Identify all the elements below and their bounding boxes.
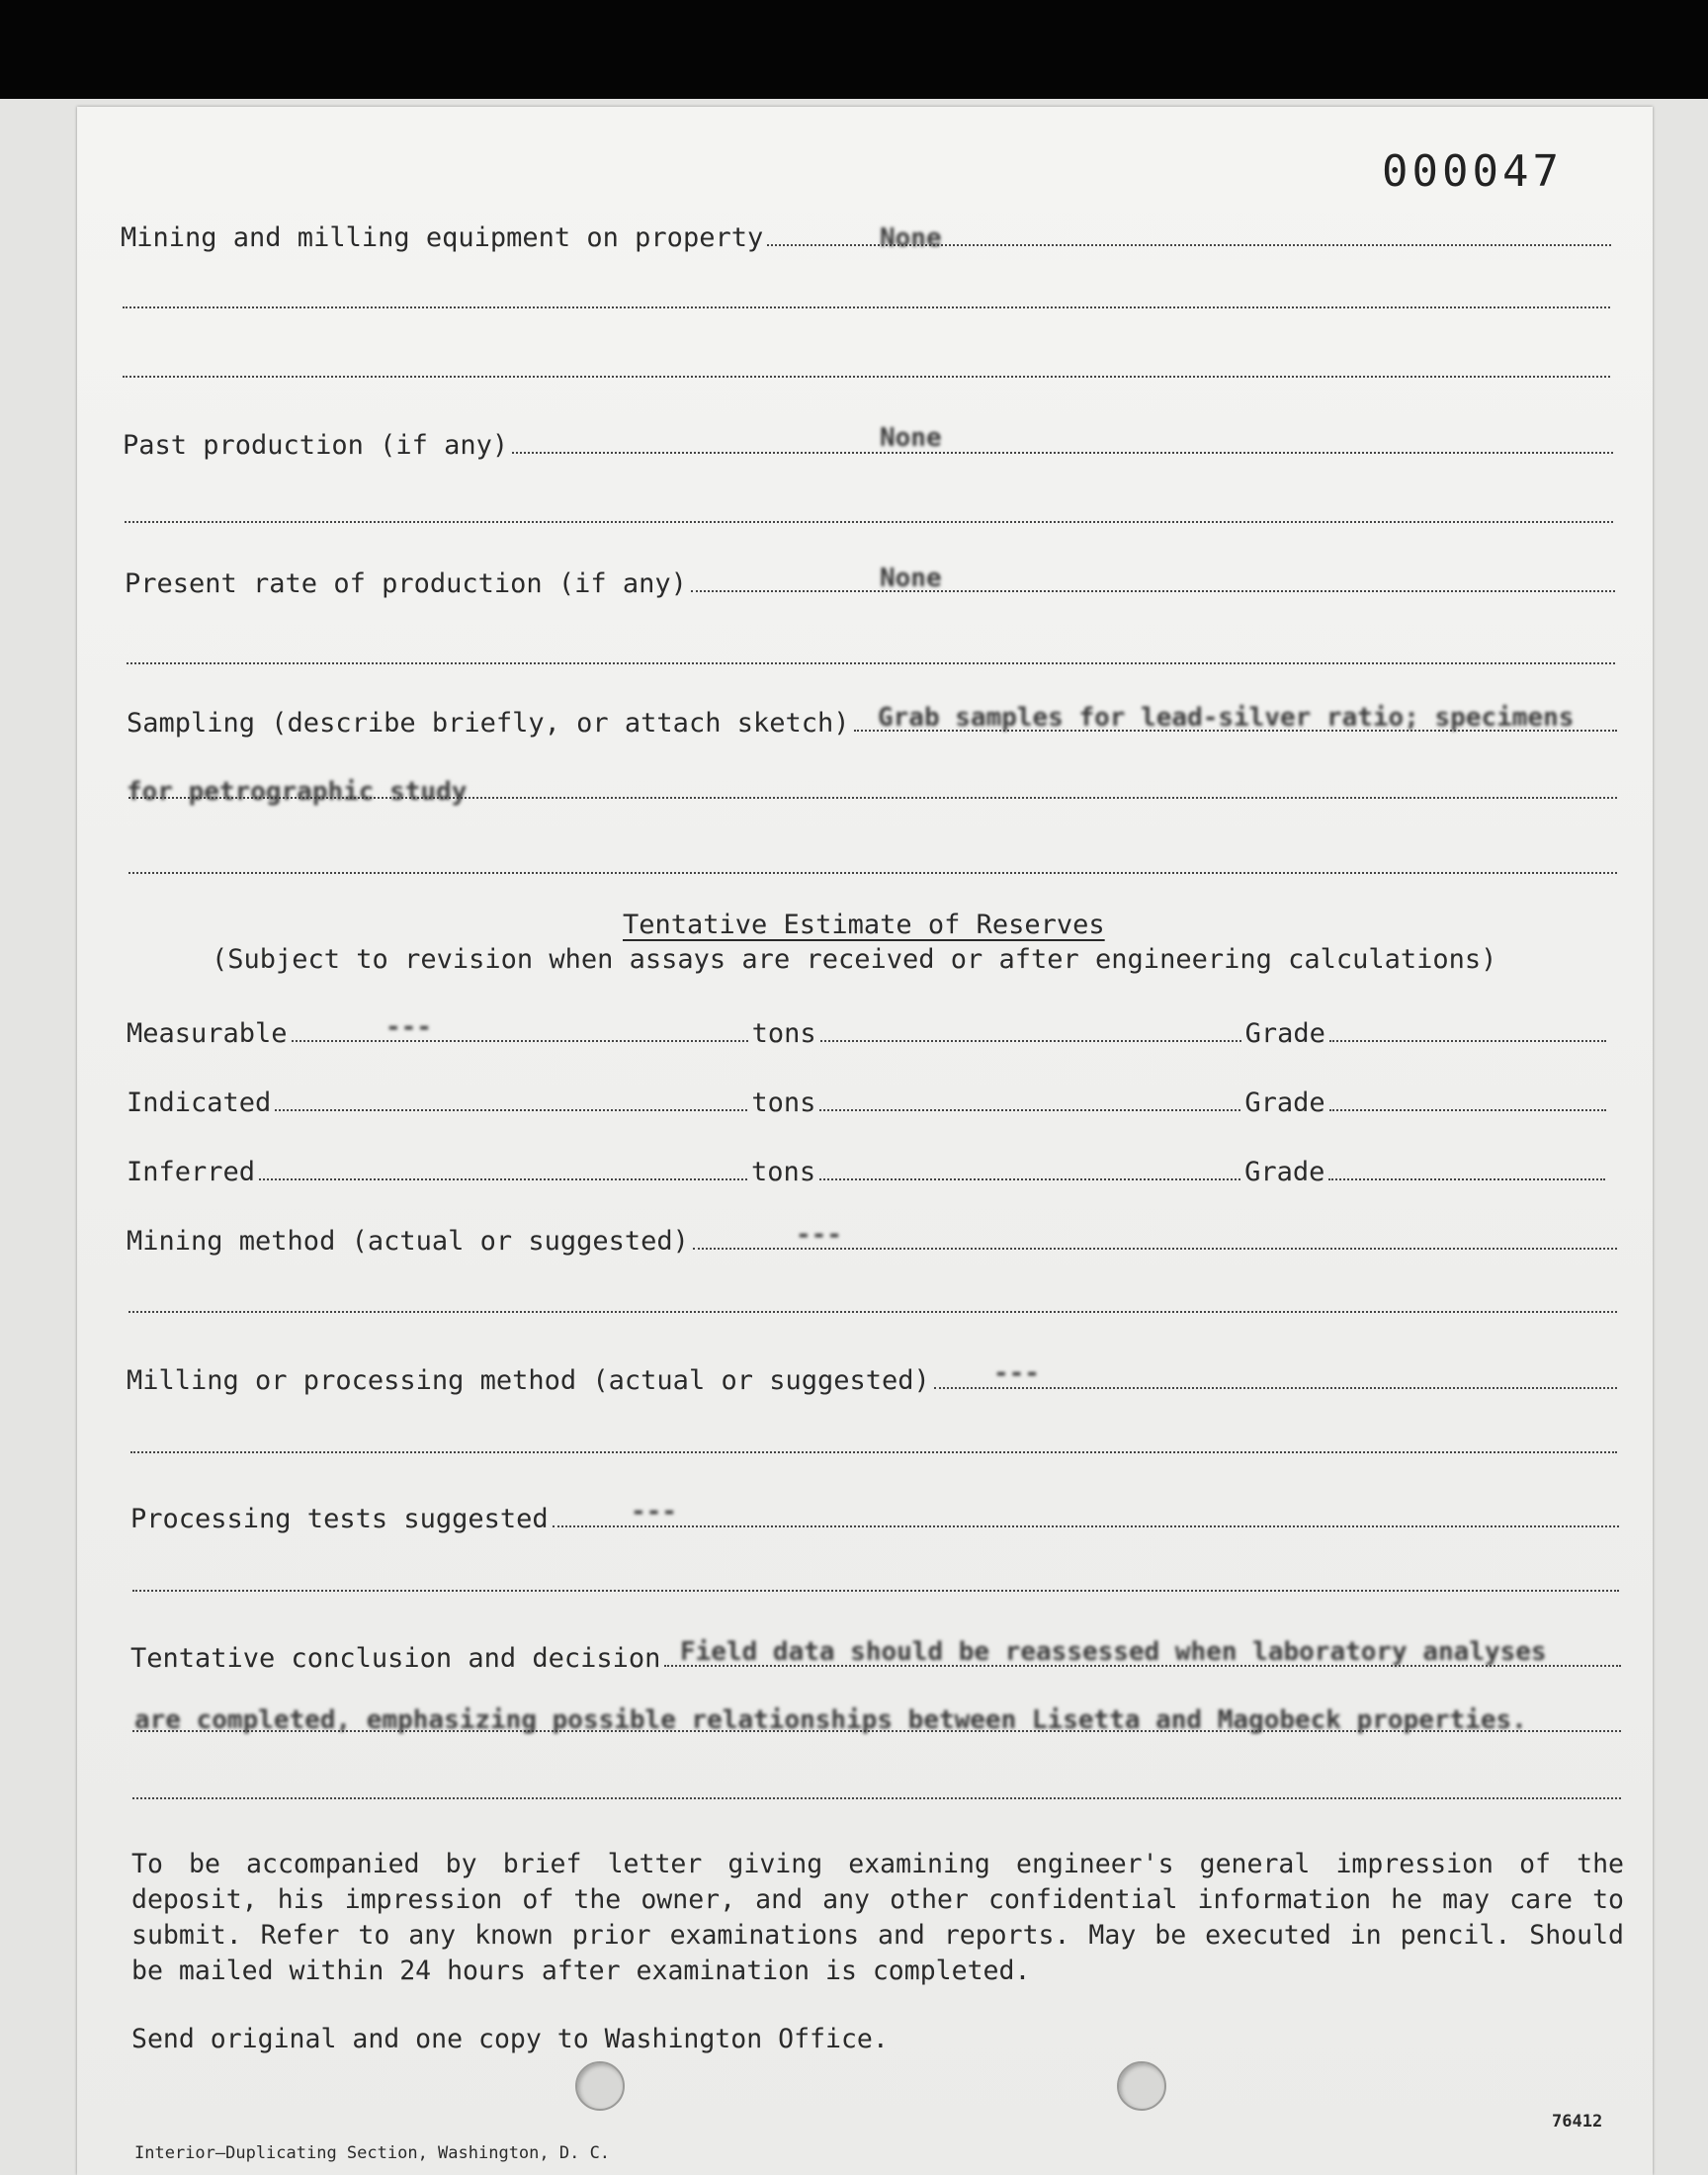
blank-line	[130, 1451, 1617, 1453]
blank-line	[132, 1797, 1621, 1799]
processing-tests-fill-line	[553, 1524, 1619, 1527]
blank-line	[128, 1311, 1617, 1313]
reserves-heading: Tentative Estimate of Reserves	[623, 910, 1105, 940]
reserve-inferred-label: Inferred	[127, 1157, 256, 1187]
reserve-tons-label: tons	[751, 1157, 816, 1187]
reserve-grade-fill	[819, 1108, 1240, 1111]
conclusion-label: Tentative conclusion and decision	[130, 1643, 661, 1674]
past-production-value: None	[880, 423, 942, 453]
present-rate-fill-line	[691, 589, 1615, 592]
reserve-tons-fill	[292, 1039, 748, 1042]
milling-method-value: ---	[993, 1358, 1040, 1388]
reserve-row-inferred	[127, 1157, 1609, 1187]
reserve-measurable-label: Measurable	[127, 1018, 288, 1049]
reserve-tons-fill	[275, 1108, 747, 1111]
present-rate-label: Present rate of production (if any)	[125, 568, 687, 599]
footer-imprint: Interior—Duplicating Section, Washington, D. C.	[134, 2143, 611, 2163]
milling-method-label: Milling or processing method (actual or suggested)	[127, 1365, 930, 1396]
mining-method-value: ---	[796, 1220, 842, 1250]
present-rate-field	[125, 568, 1615, 599]
blank-line	[123, 306, 1610, 308]
reserve-grade-label: Grade	[1244, 1088, 1325, 1118]
present-rate-value: None	[880, 564, 942, 593]
blank-line	[128, 872, 1617, 874]
conclusion-value-line1: Field data should be reassessed when laboratory analyses	[680, 1637, 1547, 1667]
sampling-label: Sampling (describe briefly, or attach sketch)	[127, 708, 850, 739]
processing-tests-label: Processing tests suggested	[130, 1504, 549, 1534]
send-note: Send original and one copy to Washington Office.	[131, 2024, 889, 2054]
punch-hole	[575, 2061, 625, 2111]
reserve-grade-value-fill	[1329, 1108, 1606, 1111]
mining-method-label: Mining method (actual or suggested)	[127, 1226, 689, 1257]
reserves-subheading: (Subject to revision when assays are received or after engineering calculations)	[212, 944, 1497, 975]
scan-border	[0, 0, 1708, 99]
processing-tests-value: ---	[631, 1497, 677, 1526]
mining-method-field	[127, 1226, 1617, 1257]
reserve-grade-fill	[819, 1177, 1240, 1180]
sampling-value-line2: for petrographic study	[127, 777, 468, 807]
equipment-field	[121, 222, 1611, 253]
blank-line	[123, 376, 1610, 378]
reserve-grade-value-fill	[1329, 1039, 1606, 1042]
reserve-grade-value-fill	[1328, 1177, 1605, 1180]
reserve-grade-fill	[820, 1039, 1241, 1042]
reserve-indicated-label: Indicated	[127, 1088, 272, 1118]
reserve-grade-label: Grade	[1244, 1018, 1325, 1049]
blank-line	[125, 521, 1613, 523]
reserve-row-indicated	[127, 1088, 1610, 1118]
reserve-row-measurable	[127, 1018, 1610, 1049]
reserve-grade-label: Grade	[1244, 1157, 1325, 1187]
reserve-tons-label: tons	[751, 1088, 816, 1118]
sampling-value-line1: Grab samples for lead-silver ratio; specimens	[878, 703, 1575, 733]
blank-line	[132, 1590, 1619, 1592]
document-number: 000047	[1382, 146, 1563, 197]
equipment-label: Mining and milling equipment on property	[121, 222, 764, 253]
processing-tests-field	[130, 1504, 1619, 1534]
reserve-tons-label: tons	[751, 1018, 816, 1049]
equipment-value: None	[880, 223, 942, 253]
past-production-fill-line	[512, 451, 1613, 454]
blank-line	[127, 662, 1615, 664]
conclusion-value-line2: are completed, emphasizing possible relationships between Lisetta and Magobeck properties.	[134, 1705, 1527, 1735]
instructions-paragraph: To be accompanied by brief letter giving examining engineer's general impression of the deposit, his impression of the owner, and any other confidential information he may care to submit. Refer to any known prior examinations and reports. May be executed in pencil. Should be mailed within 24 hours after examination is completed.	[131, 1849, 1624, 1986]
reserve-measurable-value: ---	[385, 1012, 432, 1042]
past-production-field	[123, 430, 1613, 461]
milling-method-field	[127, 1365, 1617, 1396]
past-production-label: Past production (if any)	[123, 430, 509, 461]
form-number: 76412	[1552, 2112, 1603, 2132]
punch-hole	[1117, 2061, 1166, 2111]
reserve-tons-fill	[259, 1177, 747, 1180]
